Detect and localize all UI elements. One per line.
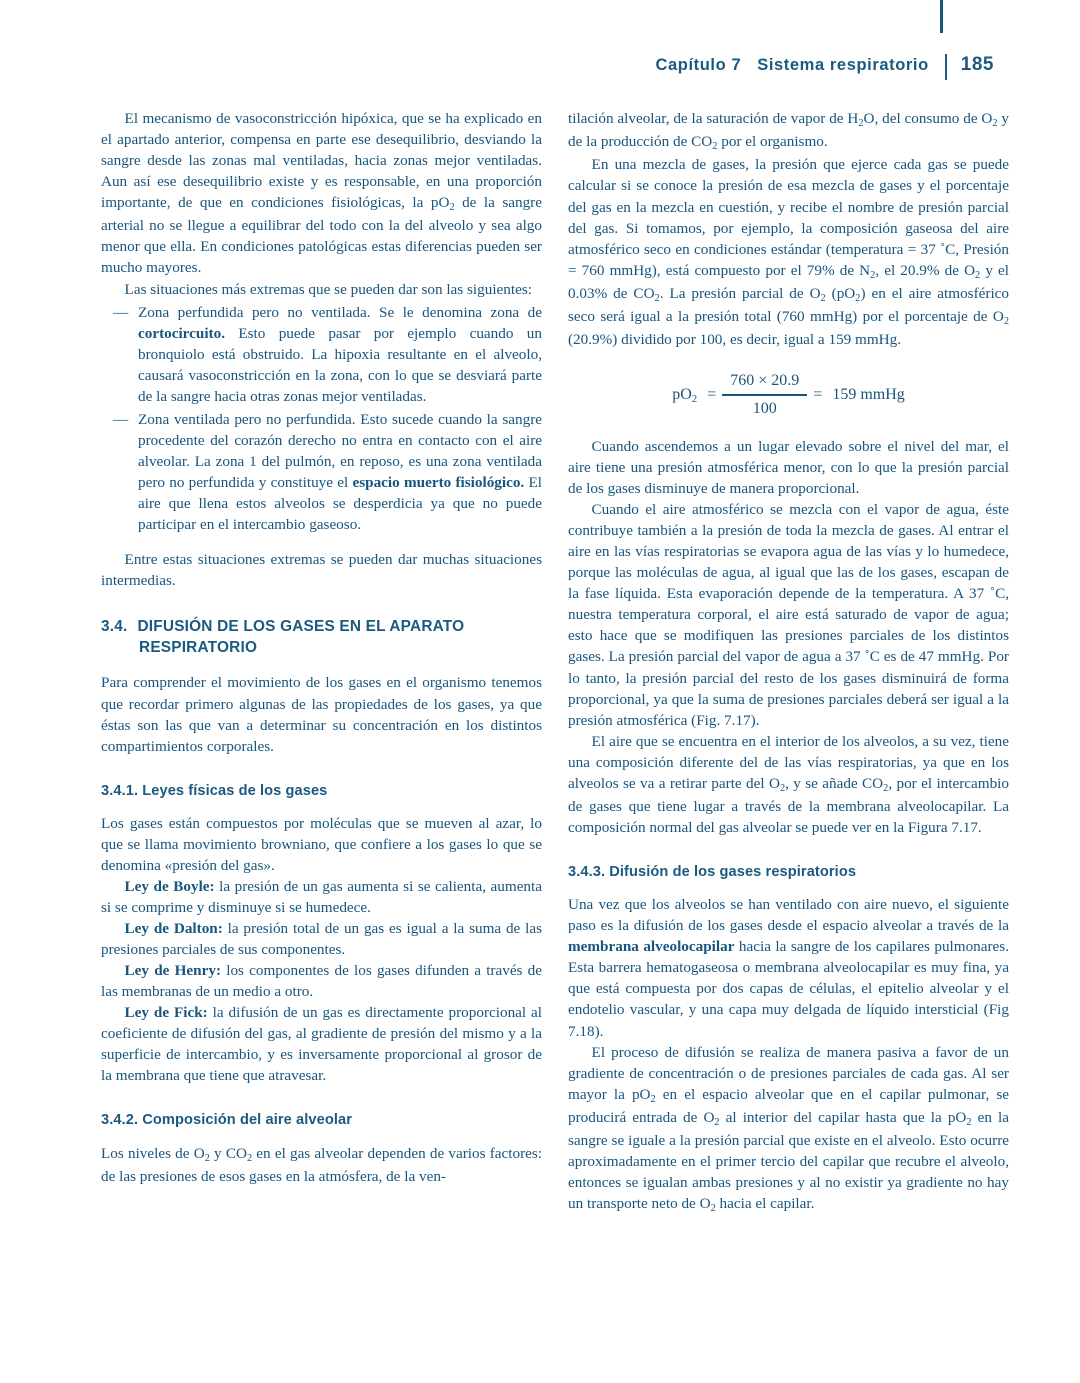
paragraph-text: Una vez que los alveolos se han ventilado con aire nuevo, el siguiente paso es la difusión de los gases desde el espacio alveolar a través de la [568,896,1009,935]
subscript-2: 2 [992,117,998,129]
paragraph-text: hacia el capilar. [715,1195,815,1213]
subscript-2: 2 [449,202,455,214]
paragraph-text: en el espacio alveolar que en el capilar pulmonar, se producirá entrada de O [568,1085,1010,1126]
formula-numerator: 760 × 20.9 [730,372,800,390]
law-text: la difusión de un gas es directamente proporcional al coeficiente de difusión del gas, al gradiente de presión del mismo y a la superficie de intercambio, y es inversamente proporcional al grosor de la membrana que tiene que atravesar. [101,1004,542,1085]
law-text: la presión total de un gas es igual a la suma de las presiones parciales de sus componentes. [101,920,542,959]
paragraph-text-tail: de la sangre arterial no se llegue a equilibrar del todo con la del alveolo y sea algo menor que ella. En condiciones patológicas estas diferencias pueden ser mucho mayores. [101,194,542,277]
paragraph-text: Los niveles de O [101,1144,205,1162]
paragraph-mezcla-gases [568,154,1009,350]
subscript-2: 2 [870,269,876,281]
paragraph-altitud: Cuando ascendemos a un lugar elevado sobre el nivel del mar, el aire tiene una presión atmosférica menor, con lo que la presión parcial de los gases disminuye de manera proporcional. [568,438,1009,498]
law-name: Ley de Fick: [124,1004,208,1022]
list-item-tail: El aire que llena estos alveolos se desperdicia ya que no puede participar en el intercambio gaseoso. [138,473,542,534]
formula-equals-1: = [707,386,717,404]
paragraph-proceso-difusion [568,1042,1009,1217]
paragraph-text: (pO [825,284,856,302]
paragraph-intermedias: Entre estas situaciones extremas se pueden dar muchas situaciones intermedias. [101,551,542,590]
subscript-2: 2 [710,1203,716,1215]
list-item [101,409,542,535]
subscript-2: 2 [712,141,718,153]
list-item-tail: Esto puede pasar por ejemplo cuando un bronquiolo está obstruido. La hipoxia resultante en el alveolo, causará vasoconstricción en la zona, con lo que se desviará parte de la sangre hacia otras zonas mejor ventiladas. [138,324,542,405]
paragraph-difusion-gases [568,894,1009,1041]
formula-po2 [568,370,1009,420]
paragraph-text: O, del consumo de O [863,110,993,127]
list-item-bold: espacio muerto fisiológico. [352,473,525,491]
paragraph-vapor-agua: Cuando el aire atmosférico se mezcla con el vapor de agua, éste contribuye también a la presión de toda la mezcla de gases. Al entrar el aire en las vías respiratorias se evapora agua de las vías y lo humedece, porque las moléculas de agua, al igual que las de los gases, escapan de la fase líquida. Esta evaporación depende de la temperatura. A 37 ˚C, nuestra temperatura corporal, el aire está saturado de vapor de agua; esto hace que se modifiquen las presiones parciales de los distintos gases. La presión parcial del vapor de agua a 37 ˚C es de 47 mmHg. Por lo tanto, la presión parcial del resto de los gases disminuirá de forma proporcional, ya que la suma de presiones parciales deberá ser igual a la presión atmosférica (Fig. 7.17). [568,501,1009,729]
law-name: Ley de Dalton: [124,920,223,938]
paragraph-text: , el 20.9% de O [875,261,976,279]
paragraph-situaciones: Las situaciones más extremas que se pueden dar son las siguientes: [124,280,532,298]
section-title-line2: RESPIRATORIO [139,638,258,656]
subscript-2: 2 [820,292,826,304]
paragraph-text: , por el intercambio de gases que tiene lugar a través de la membrana alveolocapilar. La composición normal del gas alveolar se puede ver en la Figura 7.17. [568,774,1009,836]
paragraph-text: El aire que se encuentra en el interior de los alveolos, a su vez, tiene una composición diferente del de las vías respiratorias, ya que en los alveolos se va a retirar parte del O [568,732,1009,792]
subscript-2: 2 [966,1116,972,1128]
subsection-heading-3-4-2: 3.4.2. Composición del aire alveolar [101,1112,352,1129]
law-text: los componentes de los gases difunden a través de las membranas de un medio a otro. [101,962,543,1001]
law-name: Ley de Boyle: [124,878,215,895]
subsection-heading-3-4-1: 3.4.1. Leyes físicas de los gases [101,782,328,799]
subscript-2: 2 [858,117,864,129]
page-header [655,52,994,78]
paragraph-text: y CO [209,1144,247,1162]
subscript-2: 2 [1003,315,1009,327]
paragraph-ley-dalton [101,918,542,960]
paragraph-section-34-body: Para comprender el movimiento de los gases en el organismo tenemos que recordar primero algunas de las propiedades de los gases, ya que éstas son las que van a determinar su concentración en los distintos compartimientos corporales. [101,674,542,755]
law-name: Ley de Henry: [124,962,222,980]
subscript-2: 2 [855,292,861,304]
subscript-2: 2 [779,782,786,794]
paragraph-text: hacia la sangre de los capilares pulmonares. Esta barrera hematogaseosa o membrana alveolocapilar es muy fina, ya que está compuesta por dos capas de células, el epitelio alveolar y el endotelio vascular, y una capa muy delgada de líquido intersticial (Fig 7.18). [568,938,1010,1040]
formula-equals-2: = [813,386,823,404]
paragraph-text: por el organismo. [717,133,828,151]
subscript-2: 2 [650,1093,656,1105]
paragraph-vasoconstriccion [101,108,542,279]
paragraph-ley-boyle [101,876,542,918]
formula-fraction [722,370,807,420]
paragraph-text: en la sangre se iguale a la presión parcial que existe en el alveolo. Esto ocurre aproximadamente en el primer tercio del capilar que recubre el alveolo, entonces se igualan ambas presiones y al no existir ya gradiente no hay un transporte neto de O [568,1108,1010,1213]
right-column [568,108,1009,1216]
corner-rule [940,0,943,33]
paragraph-aire-alveolos [568,731,1009,838]
section-title-line1: DIFUSIÓN DE LOS GASES EN EL APARATO [137,618,465,636]
subscript-2: 2 [246,1152,253,1164]
list-item [101,302,542,407]
paragraph-ley-henry [101,960,542,1002]
paragraph-text: . La presión parcial de O [659,284,821,302]
left-column [101,108,542,1187]
paragraph-gases-moleculas: Los gases están compuestos por moléculas que se mueven al azar, lo que se llama movimiento browniano, que confiere a los gases lo que se denomina «presión del gas». [101,814,542,874]
section-number: 3.4. [101,618,128,636]
page-number: 185 [960,54,994,75]
list-item-lead: Zona perfundida pero no ventilada. Se le denomina zona de [138,303,542,321]
paragraph-text: tilación alveolar, de la saturación de vapor de H [568,110,859,127]
formula-denominator: 100 [752,399,777,417]
paragraph-text: El proceso de difusión se realiza de manera pasiva a favor de un gradiente de concentración o de presiones parciales de cada gas. Al ser mayor la pO [568,1043,1009,1103]
spacer [101,535,542,549]
subscript-2: 2 [204,1152,210,1164]
bullet-list [101,302,542,536]
paragraph-composicion-alveolar [101,1143,542,1187]
dash-marker: — [113,410,129,428]
subscript-2: 2 [975,269,981,281]
subsection-heading-3-4-3: 3.4.3. Difusión de los gases respiratorios [568,864,857,881]
header-divider [945,54,947,80]
subscript-2: 2 [883,782,889,794]
paragraph-text: ) en el aire atmosférico seco será igual a la presión total (760 mmHg) por el porcentaje de O [568,284,1009,326]
paragraph-text: y de la producción de CO [568,110,1010,151]
law-text: la presión de un gas aumenta si se calienta, aumenta si se comprime y disminuye si se humedece. [101,878,542,917]
section-heading-3-4 [101,617,542,658]
paragraph-text: , y se añade CO [785,774,884,792]
paragraph-bold-term: membrana alveolocapilar [568,938,735,956]
subscript-2: 2 [654,292,660,304]
header-chapter-title: Sistema respiratorio [757,55,929,74]
paragraph-text: (20.9%) dividido por 100, es decir, igual a 159 mmHg. [568,331,902,349]
formula-lhs [672,384,697,407]
paragraph-text: En una mezcla de gases, la presión que ejerce cada gas se puede calcular si se conoce la presión de esa mezcla de gases y el porcentaje del gas en la mezcla en cuestión, y recibe el nombre de presión parcial del gas. Si tomamos, por ejemplo, la composición gaseosa del aire atmosférico seco en condiciones estándar (temperatura = 37 ˚C, Presión = 760 mmHg), está compuesto por el 79% de N [568,156,1009,279]
formula-result: 159 mmHg [832,386,905,404]
formula-lhs-text: pO [672,385,692,403]
subscript-2: 2 [691,392,698,405]
paragraph-ley-fick [101,1002,542,1086]
dash-marker: — [113,303,129,321]
header-chapter-label: Capítulo 7 [655,55,742,74]
list-item-lead: Zona ventilada pero no perfundida. Esto sucede cuando la sangre procedente del corazón derecho no entra en contacto con el aire alveolar. La zona 1 del pulmón, en reposo, es una zona ventilada pero no perfundida y constituye el [138,410,542,491]
paragraph-text: al interior del capilar hasta que la pO [719,1108,967,1126]
paragraph-text: en el gas alveolar dependen de varios factores: de las presiones de esos gases en la atmósfera, de la ven- [101,1144,542,1185]
paragraph-text: El mecanismo de vasoconstricción hipóxica, que se ha explicado en el apartado anterior, compensa en parte ese desequilibrio, desviando la sangre desde las zonas mal ventiladas, hacia zonas mejor ventiladas. Aun así ese desequilibrio existe y es responsable, en una proporción importante, de que en condiciones fisiológicas, la pO [101,110,542,212]
paragraph-text: y el 0.03% de CO [568,261,1009,302]
list-item-bold: cortocircuito. [138,324,226,342]
subscript-2: 2 [714,1116,720,1128]
paragraph-tilacion-alveolar [568,108,1009,154]
